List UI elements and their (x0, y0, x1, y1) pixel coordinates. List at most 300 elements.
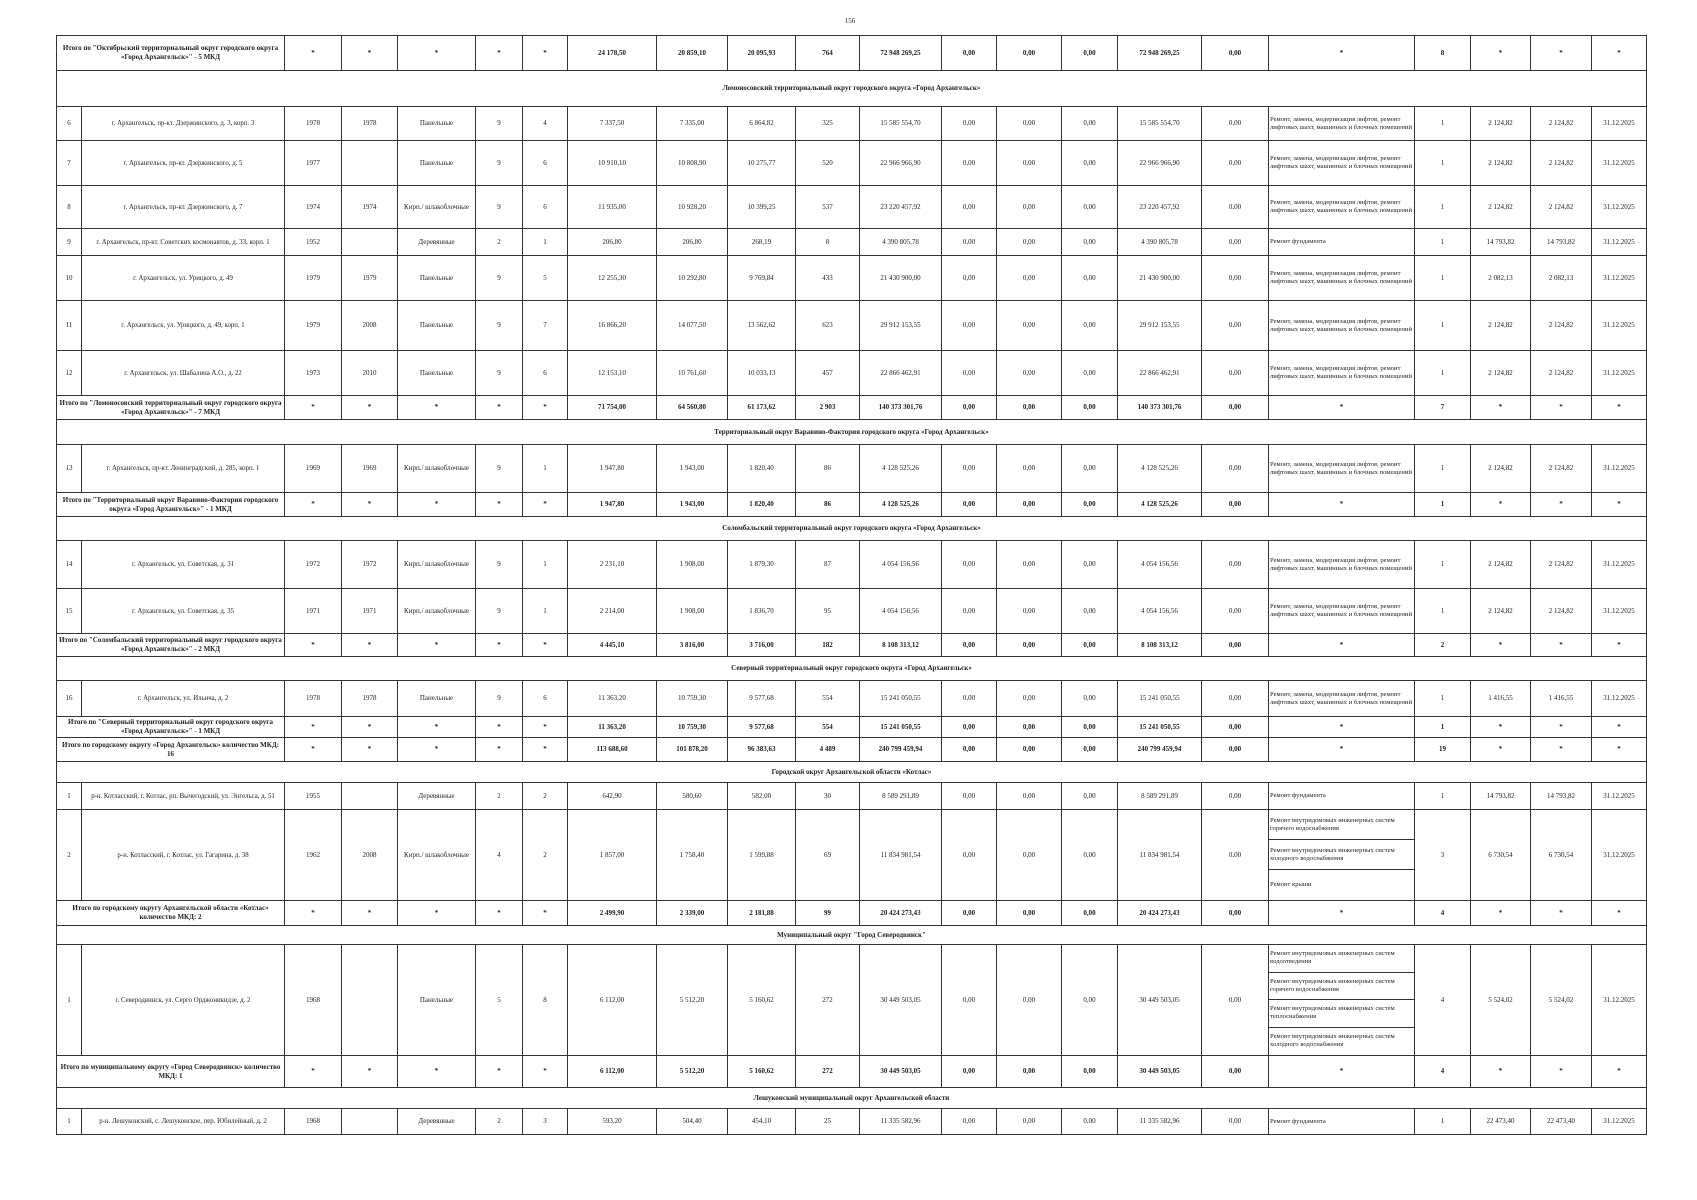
total-cost: 4 128 525,26 (860, 445, 942, 493)
table-row (57, 107, 1647, 141)
other-funds: 0,00 (1202, 541, 1269, 589)
year-reconstructed: 1979 (342, 256, 398, 301)
total-area: 6 112,00 (568, 945, 657, 1056)
total-area: 10 910,10 (568, 141, 657, 186)
work-type-cell: Ремонт, замена, модернизация лифтов, ремонт лифтовых шахт, машинных и блочных помещений (1269, 681, 1415, 717)
total-area: 16 866,20 (568, 301, 657, 351)
floors: 9 (476, 445, 523, 493)
address: г. Архангельск, пр-кт. Ленинградский, д. 285, корп. 1 (82, 445, 285, 493)
address: г. Архангельск, ул. Урицкого, д. 49, корп. 1 (82, 301, 285, 351)
residents: 69 (796, 810, 860, 901)
work-count: 1 (1415, 229, 1471, 256)
total-fund-support: 0,00 (942, 738, 997, 762)
wall-material: Панельные (398, 681, 476, 717)
total-fund-support: 0,00 (942, 493, 997, 517)
unit-cost-limit: 2 124,82 (1471, 301, 1531, 351)
total-regional-budget: 0,00 (997, 1056, 1062, 1088)
total-unit-cost: * (1531, 634, 1592, 657)
year-reconstructed: 1978 (342, 681, 398, 717)
total-municipal-budget: 0,00 (1062, 36, 1118, 71)
total-row (57, 36, 1647, 71)
floors: 9 (476, 141, 523, 186)
total-label: Итого по городскому округу «Город Архангельск» количество МКД: 16 (57, 738, 285, 762)
entrances: 8 (523, 945, 568, 1056)
section-header-row (57, 517, 1647, 541)
work-count: 1 (1415, 256, 1471, 301)
premises-area: 10 292,80 (657, 256, 728, 301)
total-work-type: * (1269, 1056, 1415, 1088)
wall-material: Кирп./ шлакоблочные (398, 186, 476, 229)
municipal-budget: 0,00 (1062, 681, 1118, 717)
total-residents: 272 (796, 1056, 860, 1088)
total-other-funds: 0,00 (1202, 36, 1269, 71)
total-year-built: * (285, 493, 342, 517)
total-label: Итого по "Ломоносовский территориальный округ городского округа «Город Архангельск»" - 7 МКД (57, 396, 285, 420)
fund-support: 0,00 (942, 256, 997, 301)
total-regional-budget: 0,00 (997, 396, 1062, 420)
row-number: 8 (57, 186, 82, 229)
year-reconstructed: 1974 (342, 186, 398, 229)
residents: 30 (796, 783, 860, 810)
unit-cost-limit: 2 124,82 (1471, 351, 1531, 396)
floors: 9 (476, 186, 523, 229)
other-funds: 0,00 (1202, 681, 1269, 717)
municipal-budget: 0,00 (1062, 445, 1118, 493)
section-title: Северный территориальный округ городского округа «Город Архангельск» (57, 657, 1647, 681)
section-title: Территориальный округ Варавино-Фактория городского округа «Город Архангельск» (57, 420, 1647, 445)
work-type-cell: Ремонт, замена, модернизация лифтов, ремонт лифтовых шахт, машинных и блочных помещений (1269, 301, 1415, 351)
work-type-cell: Ремонт фундамента (1269, 229, 1415, 256)
total-work-count: 19 (1415, 738, 1471, 762)
total-regional-budget: 0,00 (997, 738, 1062, 762)
owners-funds: 4 054 156,56 (1118, 541, 1202, 589)
total-entrances: * (523, 717, 568, 738)
total-municipal-budget: 0,00 (1062, 717, 1118, 738)
regional-budget: 0,00 (997, 351, 1062, 396)
wall-material: Деревянные (398, 783, 476, 810)
total-cost: 30 449 503,05 (860, 945, 942, 1056)
total-fund-support: 0,00 (942, 1056, 997, 1088)
entrances: 1 (523, 229, 568, 256)
owners-funds: 15 585 554,70 (1118, 107, 1202, 141)
regional-budget: 0,00 (997, 107, 1062, 141)
total-label: Итого по "Октябрьский территориальный округ городского округа «Город Архангельск»" - 5 МКД (57, 36, 285, 71)
completion-date: 31.12.2025 (1592, 1109, 1647, 1135)
unit-cost-limit: 22 473,40 (1471, 1109, 1531, 1135)
total-entrances: * (523, 634, 568, 657)
address: г. Северодвинск, ул. Серго Орджоникидзе, д. 2 (82, 945, 285, 1056)
total-residents: 764 (796, 36, 860, 71)
work-type-item: Ремонт внутридомовых инженерных систем горячего водоснабжения (1269, 810, 1414, 840)
year-reconstructed (342, 1109, 398, 1135)
total-residents: 99 (796, 901, 860, 926)
residents: 95 (796, 589, 860, 634)
total-residents: 86 (796, 493, 860, 517)
total-other-funds: 0,00 (1202, 738, 1269, 762)
section-header-row (57, 420, 1647, 445)
total-area: 12 255,30 (568, 256, 657, 301)
total-work-type: * (1269, 634, 1415, 657)
total-residential-area: 1 820,40 (728, 493, 796, 517)
work-type-item: Ремонт внутридомовых инженерных систем горячего водоснабжения (1269, 973, 1414, 1001)
total-entrances: * (523, 1056, 568, 1088)
residential-area: 6 864,82 (728, 107, 796, 141)
row-number: 1 (57, 1109, 82, 1135)
completion-date: 31.12.2025 (1592, 256, 1647, 301)
address: р-н. Лешуконский, с. Лешуконское, пер. Юбилейный, д. 2 (82, 1109, 285, 1135)
total-cost: 21 430 900,00 (860, 256, 942, 301)
total-row (57, 1056, 1647, 1088)
total-work-count: 2 (1415, 634, 1471, 657)
residents: 325 (796, 107, 860, 141)
unit-cost-limit: 2 124,82 (1471, 186, 1531, 229)
wall-material: Кирп./ шлакоблочные (398, 445, 476, 493)
total-unit-cost: * (1531, 1056, 1592, 1088)
total-other-funds: 0,00 (1202, 1056, 1269, 1088)
premises-area: 10 759,30 (657, 681, 728, 717)
year-built: 1971 (285, 589, 342, 634)
unit-cost: 14 793,82 (1531, 783, 1592, 810)
residential-area: 10 033,13 (728, 351, 796, 396)
total-other-funds: 0,00 (1202, 901, 1269, 926)
residential-area: 9 769,84 (728, 256, 796, 301)
other-funds: 0,00 (1202, 1109, 1269, 1135)
total-total-cost: 72 948 269,25 (860, 36, 942, 71)
other-funds: 0,00 (1202, 810, 1269, 901)
unit-cost-limit: 2 124,82 (1471, 445, 1531, 493)
work-count: 1 (1415, 107, 1471, 141)
completion-date: 31.12.2025 (1592, 810, 1647, 901)
entrances: 2 (523, 810, 568, 901)
other-funds: 0,00 (1202, 141, 1269, 186)
total-cost: 29 912 153,55 (860, 301, 942, 351)
section-header-row (57, 926, 1647, 945)
unit-cost: 2 124,82 (1531, 351, 1592, 396)
fund-support: 0,00 (942, 783, 997, 810)
residents: 86 (796, 445, 860, 493)
completion-date: 31.12.2025 (1592, 229, 1647, 256)
other-funds: 0,00 (1202, 301, 1269, 351)
work-type-cell: Ремонт, замена, модернизация лифтов, ремонт лифтовых шахт, машинных и блочных помещений (1269, 256, 1415, 301)
total-work-count: 1 (1415, 493, 1471, 517)
total-unit-cost: * (1531, 738, 1592, 762)
unit-cost: 2 124,82 (1531, 141, 1592, 186)
owners-funds: 11 834 981,54 (1118, 810, 1202, 901)
total-other-funds: 0,00 (1202, 396, 1269, 420)
entrances: 6 (523, 186, 568, 229)
total-residential-area: 61 173,62 (728, 396, 796, 420)
unit-cost-limit: 2 124,82 (1471, 141, 1531, 186)
total-premises-area: 2 339,00 (657, 901, 728, 926)
total-owners-funds: 8 108 313,12 (1118, 634, 1202, 657)
fund-support: 0,00 (942, 107, 997, 141)
owners-funds: 11 335 582,96 (1118, 1109, 1202, 1135)
total-residents: 554 (796, 717, 860, 738)
section-header-row (57, 762, 1647, 783)
unit-cost: 22 473,40 (1531, 1109, 1592, 1135)
address: г. Архангельск, пр-кт. Дзержинского, д. 5 (82, 141, 285, 186)
total-owners-funds: 4 128 525,26 (1118, 493, 1202, 517)
total-completion-date: * (1592, 396, 1647, 420)
work-type-cell: Ремонт, замена, модернизация лифтов, ремонт лифтовых шахт, машинных и блочных помещений (1269, 589, 1415, 634)
work-count: 1 (1415, 589, 1471, 634)
unit-cost-limit: 14 793,82 (1471, 229, 1531, 256)
total-regional-budget: 0,00 (997, 717, 1062, 738)
unit-cost: 2 124,82 (1531, 589, 1592, 634)
table-row (57, 1109, 1647, 1135)
unit-cost-limit: 14 793,82 (1471, 783, 1531, 810)
total-floors: * (476, 634, 523, 657)
total-floors: * (476, 738, 523, 762)
fund-support: 0,00 (942, 301, 997, 351)
total-row (57, 738, 1647, 762)
total-area: 593,20 (568, 1109, 657, 1135)
work-count: 1 (1415, 1109, 1471, 1135)
year-built: 1968 (285, 1109, 342, 1135)
residential-area: 9 577,68 (728, 681, 796, 717)
total-cost: 4 054 156,56 (860, 541, 942, 589)
total-year-built: * (285, 634, 342, 657)
owners-funds: 4 054 156,56 (1118, 589, 1202, 634)
owners-funds: 4 128 525,26 (1118, 445, 1202, 493)
entrances: 4 (523, 107, 568, 141)
total-label: Итого по муниципальному округу «Город Северодвинск» количество МКД: 1 (57, 1056, 285, 1088)
total-wall-material: * (398, 901, 476, 926)
total-owners-funds: 72 948 269,25 (1118, 36, 1202, 71)
total-residential-area: 2 181,88 (728, 901, 796, 926)
total-unit-cost-limit: * (1471, 717, 1531, 738)
floors: 9 (476, 589, 523, 634)
wall-material: Панельные (398, 301, 476, 351)
total-unit-cost-limit: * (1471, 396, 1531, 420)
floors: 9 (476, 541, 523, 589)
wall-material: Кирп./ шлакоблочные (398, 810, 476, 901)
total-unit-cost-limit: * (1471, 1056, 1531, 1088)
total-area: 12 153,10 (568, 351, 657, 396)
total-total-cost: 140 373 301,76 (860, 396, 942, 420)
entrances: 1 (523, 445, 568, 493)
regional-budget: 0,00 (997, 589, 1062, 634)
unit-cost: 14 793,82 (1531, 229, 1592, 256)
premises-area: 10 761,60 (657, 351, 728, 396)
work-type-cell: Ремонт, замена, модернизация лифтов, ремонт лифтовых шахт, машинных и блочных помещений (1269, 541, 1415, 589)
work-count: 1 (1415, 681, 1471, 717)
total-area: 11 363,20 (568, 681, 657, 717)
total-total-cost: 15 241 050,55 (860, 717, 942, 738)
residents: 87 (796, 541, 860, 589)
address: г. Архангельск, ул. Советская, д. 31 (82, 541, 285, 589)
year-reconstructed: 2010 (342, 351, 398, 396)
premises-area: 580,60 (657, 783, 728, 810)
total-work-count: 1 (1415, 717, 1471, 738)
municipal-budget: 0,00 (1062, 186, 1118, 229)
residents: 272 (796, 945, 860, 1056)
fund-support: 0,00 (942, 186, 997, 229)
owners-funds: 8 589 291,89 (1118, 783, 1202, 810)
section-header-row (57, 71, 1647, 107)
total-completion-date: * (1592, 717, 1647, 738)
total-floors: * (476, 396, 523, 420)
total-cost: 4 390 805,78 (860, 229, 942, 256)
total-premises-area: 101 878,20 (657, 738, 728, 762)
total-unit-cost-limit: * (1471, 634, 1531, 657)
work-type-item: Ремонт внутридомовых инженерных систем холодного водоснабжения (1269, 840, 1414, 870)
total-year-reconstructed: * (342, 1056, 398, 1088)
owners-funds: 22 866 462,91 (1118, 351, 1202, 396)
unit-cost-limit: 2 082,13 (1471, 256, 1531, 301)
total-completion-date: * (1592, 634, 1647, 657)
total-residents: 2 903 (796, 396, 860, 420)
floors: 9 (476, 107, 523, 141)
year-reconstructed (342, 945, 398, 1056)
total-premises-area: 20 859,10 (657, 36, 728, 71)
total-completion-date: * (1592, 493, 1647, 517)
total-cost: 11 834 981,54 (860, 810, 942, 901)
total-wall-material: * (398, 36, 476, 71)
municipal-budget: 0,00 (1062, 810, 1118, 901)
work-type-cell: Ремонт, замена, модернизация лифтов, ремонт лифтовых шахт, машинных и блочных помещений (1269, 351, 1415, 396)
residential-area: 10 399,25 (728, 186, 796, 229)
total-floors: * (476, 36, 523, 71)
row-number: 9 (57, 229, 82, 256)
regional-budget: 0,00 (997, 1109, 1062, 1135)
total-row (57, 717, 1647, 738)
total-total-area: 71 754,00 (568, 396, 657, 420)
total-area: 1 857,00 (568, 810, 657, 901)
total-label: Итого по городскому округу Архангельской области «Котлас» количество МКД: 2 (57, 901, 285, 926)
total-cost: 22 966 966,90 (860, 141, 942, 186)
residents: 457 (796, 351, 860, 396)
completion-date: 31.12.2025 (1592, 351, 1647, 396)
premises-area: 10 808,90 (657, 141, 728, 186)
other-funds: 0,00 (1202, 256, 1269, 301)
residential-area: 268,19 (728, 229, 796, 256)
row-number: 6 (57, 107, 82, 141)
municipal-budget: 0,00 (1062, 301, 1118, 351)
table-row (57, 141, 1647, 186)
work-count: 1 (1415, 351, 1471, 396)
fund-support: 0,00 (942, 445, 997, 493)
year-built: 1968 (285, 945, 342, 1056)
regional-budget: 0,00 (997, 301, 1062, 351)
row-number: 1 (57, 945, 82, 1056)
total-premises-area: 1 943,00 (657, 493, 728, 517)
year-built: 1978 (285, 681, 342, 717)
residential-area: 582,00 (728, 783, 796, 810)
total-unit-cost: * (1531, 493, 1592, 517)
total-municipal-budget: 0,00 (1062, 1056, 1118, 1088)
table-row (57, 810, 1647, 901)
municipal-budget: 0,00 (1062, 107, 1118, 141)
row-number: 1 (57, 783, 82, 810)
owners-funds: 23 220 457,92 (1118, 186, 1202, 229)
total-year-built: * (285, 738, 342, 762)
row-number: 16 (57, 681, 82, 717)
residents: 8 (796, 229, 860, 256)
premises-area: 7 335,00 (657, 107, 728, 141)
total-unit-cost-limit: * (1471, 36, 1531, 71)
table-row (57, 256, 1647, 301)
unit-cost: 2 124,82 (1531, 541, 1592, 589)
residents: 433 (796, 256, 860, 301)
total-year-reconstructed: * (342, 36, 398, 71)
year-built: 1979 (285, 301, 342, 351)
unit-cost: 2 124,82 (1531, 301, 1592, 351)
residents: 25 (796, 1109, 860, 1135)
floors: 5 (476, 945, 523, 1056)
regional-budget: 0,00 (997, 445, 1062, 493)
regional-budget: 0,00 (997, 945, 1062, 1056)
total-area: 11 935,00 (568, 186, 657, 229)
total-cost: 4 054 156,56 (860, 589, 942, 634)
row-number: 14 (57, 541, 82, 589)
work-count: 1 (1415, 301, 1471, 351)
section-header-row (57, 1088, 1647, 1109)
total-fund-support: 0,00 (942, 901, 997, 926)
year-reconstructed: 2008 (342, 301, 398, 351)
wall-material: Панельные (398, 141, 476, 186)
work-type-cell: Ремонт, замена, модернизация лифтов, ремонт лифтовых шахт, машинных и блочных помещений (1269, 107, 1415, 141)
fund-support: 0,00 (942, 810, 997, 901)
total-fund-support: 0,00 (942, 634, 997, 657)
table-row (57, 681, 1647, 717)
completion-date: 31.12.2025 (1592, 301, 1647, 351)
completion-date: 31.12.2025 (1592, 141, 1647, 186)
fund-support: 0,00 (942, 541, 997, 589)
fund-support: 0,00 (942, 589, 997, 634)
total-year-reconstructed: * (342, 738, 398, 762)
total-entrances: * (523, 901, 568, 926)
work-type-cell: Ремонт, замена, модернизация лифтов, ремонт лифтовых шахт, машинных и блочных помещений (1269, 445, 1415, 493)
owners-funds: 4 390 805,78 (1118, 229, 1202, 256)
total-area: 642,90 (568, 783, 657, 810)
completion-date: 31.12.2025 (1592, 681, 1647, 717)
total-area: 2 214,00 (568, 589, 657, 634)
floors: 2 (476, 783, 523, 810)
total-total-area: 4 445,10 (568, 634, 657, 657)
total-work-count: 8 (1415, 36, 1471, 71)
unit-cost-limit: 1 416,55 (1471, 681, 1531, 717)
address: г. Архангельск, пр-кт. Дзержинского, д. 3, корп. 3 (82, 107, 285, 141)
total-fund-support: 0,00 (942, 396, 997, 420)
unit-cost-limit: 5 524,02 (1471, 945, 1531, 1056)
total-work-type: * (1269, 396, 1415, 420)
total-year-built: * (285, 1056, 342, 1088)
year-built: 1969 (285, 445, 342, 493)
total-year-reconstructed: * (342, 634, 398, 657)
residential-area: 1 836,70 (728, 589, 796, 634)
owners-funds: 15 241 050,55 (1118, 681, 1202, 717)
work-count: 1 (1415, 541, 1471, 589)
wall-material: Панельные (398, 945, 476, 1056)
total-floors: * (476, 1056, 523, 1088)
total-total-cost: 20 424 273,43 (860, 901, 942, 926)
owners-funds: 21 430 900,00 (1118, 256, 1202, 301)
total-residential-area: 20 095,93 (728, 36, 796, 71)
floors: 2 (476, 1109, 523, 1135)
residential-area: 5 160,62 (728, 945, 796, 1056)
total-year-reconstructed: * (342, 396, 398, 420)
total-label: Итого по "Территориальный округ Варавино-Фактория городского округа «Город Архангельск»" - 1 МКД (57, 493, 285, 517)
residents: 537 (796, 186, 860, 229)
entrances: 6 (523, 681, 568, 717)
fund-support: 0,00 (942, 141, 997, 186)
other-funds: 0,00 (1202, 107, 1269, 141)
total-municipal-budget: 0,00 (1062, 493, 1118, 517)
year-built: 1962 (285, 810, 342, 901)
total-work-type: * (1269, 36, 1415, 71)
total-residents: 182 (796, 634, 860, 657)
